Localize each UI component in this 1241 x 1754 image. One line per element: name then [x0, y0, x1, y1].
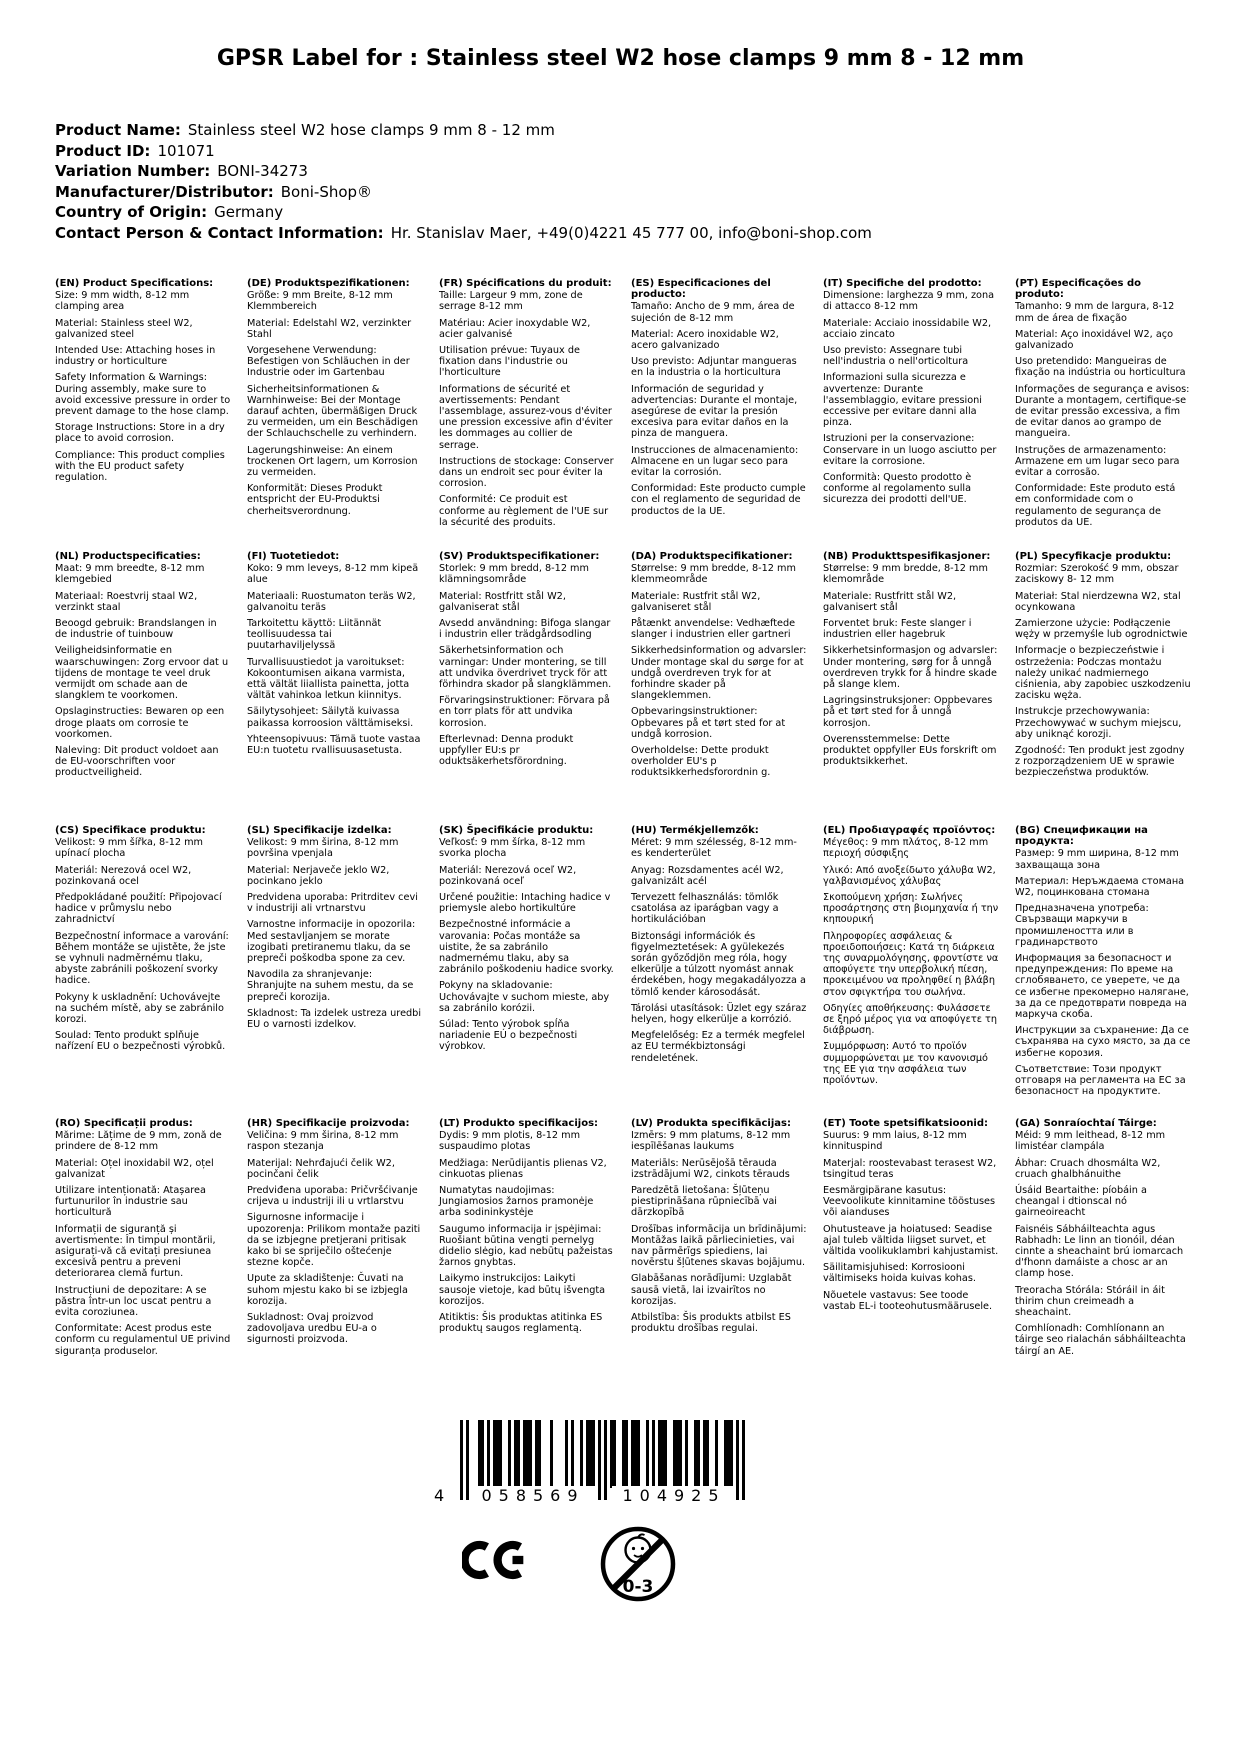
- spec-block-es: [631, 278, 807, 551]
- spec-paragraph: Material: Rostfritt stål W2, galvaniserat stål: [439, 590, 566, 613]
- spec-paragraph: Overholdelse: Dette produkt overholder EU's p roduktsikkerhedsforordnin g.: [631, 745, 771, 779]
- spec-paragraph: Informações de segurança e avisos: Durante a montagem, certifique-se de evitar pressão excessiva, a fim de evitar danos ao grampo de mangueira.: [1015, 383, 1190, 440]
- spec-paragraph: Méid: 9 mm leithead, 8-12 mm limistéar clampála: [1015, 1130, 1166, 1153]
- spec-paragraph: Naleving: Dit product voldoet aan de EU-voorschriften voor productveiligheid.: [55, 745, 219, 779]
- product-name-label: Product Name:: [55, 121, 181, 139]
- spec-paragraph: Material: Oțel inoxidabil W2, oțel galvanizat: [55, 1157, 214, 1180]
- spec-block-header: (RO) Specificații produs:: [55, 1118, 193, 1129]
- spec-paragraph: Overensstemmelse: Dette produktet oppfyller EUs forskrift om produktsikkerhet.: [823, 733, 997, 768]
- barcode-left-digits: 058569: [471, 1486, 595, 1505]
- age-warning-icon: [598, 1518, 678, 1610]
- spec-paragraph: Compliance: This product complies with the EU product safety regulation.: [55, 449, 225, 484]
- spec-paragraph: Veľkosť: 9 mm šírka, 8-12 mm svorka plocha: [439, 837, 586, 860]
- spec-paragraph: Medžiaga: Nerūdijantis plienas V2, cinkuotas plienas: [439, 1157, 607, 1180]
- spec-paragraph: Conformidad: Este producto cumple con el reglamento de seguridad de productos de la UE.: [631, 483, 806, 517]
- spec-paragraph: Suurus: 9 mm laius, 8-12 mm kinnituspind: [823, 1130, 967, 1153]
- spec-paragraph: Σκοπούμενη χρήση: Σωλήνες προσάρτησης στη βιομηχανία ή την κηπουρική: [823, 892, 999, 926]
- spec-block-fr: [439, 278, 615, 551]
- spec-paragraph: Conformitate: Acest produs este conform cu regulamentul UE privind siguranța produselor.: [55, 1323, 231, 1357]
- spec-paragraph: Beoogd gebruik: Brandslangen in de industrie of tuinbouw: [55, 618, 217, 641]
- spec-paragraph: Μέγεθος: 9 mm πλάτος, 8-12 mm περιοχή σύσφιξης: [823, 837, 989, 860]
- spec-paragraph: Größe: 9 mm Breite, 8-12 mm Klemmbereich: [247, 290, 393, 313]
- spec-paragraph: Predvidena uporaba: Pritrditev cevi v industriji ali vrtnarstvu: [247, 892, 418, 915]
- spec-paragraph: Istruzioni per la conservazione: Conservare in un luogo asciutto per evitare la corrosione.: [823, 433, 997, 467]
- spec-paragraph: Comhlíonadh: Comhlíonann an táirge seo rialachán sábháilteachta táirgí an AE.: [1015, 1323, 1186, 1357]
- spec-block-hu: [631, 825, 807, 1118]
- spec-paragraph: Konformität: Dieses Produkt entspricht der EU-Produktsi cherheitsverordnung.: [247, 483, 383, 517]
- spec-paragraph: Bezpečnostné informácie a varovania: Počas montáže sa uistite, že sa zabránilo nadmernému tlaku, aby sa zabránilo poškodeniu hadice svorky.: [439, 919, 614, 976]
- spec-paragraph: Laikymo instrukcijos: Laikyti sausoje vietoje, kad būtų išvengta korozijos.: [439, 1273, 606, 1307]
- spec-paragraph: Izmērs: 9 mm platums, 8-12 mm iespīlēšanas laukums: [631, 1130, 791, 1153]
- spec-paragraph: Informazioni sulla sicurezza e avvertenze: Durante l'assemblaggio, evitare pressioni eccessive per evitare danni alla pinza.: [823, 372, 982, 429]
- product-id-row: [55, 141, 872, 162]
- spec-paragraph: Materiale: Rustfritt stål W2, galvanisert stål: [823, 590, 957, 613]
- spec-paragraph: Storage Instructions: Store in a dry place to avoid corrosion.: [55, 422, 225, 445]
- spec-paragraph: Instrucciones de almacenamiento: Almacene en un lugar seco para evitar la corrosión.: [631, 444, 799, 479]
- spec-paragraph: Conformité: Ce produit est conforme au règlement de l'UE sur la sécurité des produits.: [439, 494, 609, 528]
- spec-paragraph: Uso previsto: Assegnare tubi nell'industria o nell'orticoltura: [823, 345, 969, 368]
- spec-block-header: (LV) Produkta specifikācijas:: [631, 1118, 791, 1129]
- spec-block-header: (BG) Спецификации на продукта:: [1015, 825, 1148, 848]
- spec-paragraph: Koko: 9 mm leveys, 8-12 mm kipeä alue: [247, 563, 419, 586]
- spec-paragraph: Glabāšanas norādījumi: Uzglabāt sausā vietā, lai izvairītos no korozijas.: [631, 1273, 792, 1307]
- spec-paragraph: Maat: 9 mm breedte, 8-12 mm klemgebied: [55, 563, 205, 586]
- spec-paragraph: Instruções de armazenamento: Armazene em um lugar seco para evitar a corrosão.: [1015, 444, 1180, 479]
- product-id-value: 101071: [157, 141, 215, 160]
- spec-paragraph: Säilytysohjeet: Säilytä kuivassa paikassa korroosion välttämiseksi.: [247, 706, 414, 729]
- spec-block-en: [55, 278, 231, 551]
- spec-block-header: (SK) Špecifikácie produktu:: [439, 825, 594, 836]
- product-info: [55, 120, 872, 243]
- spec-paragraph: Sigurnosne informacije i upozorenja: Prilikom montaže paziti da se izbjegne pretjerani pritisak kako bi se spriječilo oštećenje stezne kopče.: [247, 1212, 421, 1269]
- spec-block-cs: [55, 825, 231, 1118]
- spec-paragraph: Säilitamisjuhised: Korrosiooni vältimiseks hoida kuivas kohas.: [823, 1262, 976, 1285]
- spec-paragraph: Drošības informācija un brīdinājumi: Montāžas laikā pārliecinieties, vai nav pārmērīgs spiediens, lai novērstu šļūtenes skavas bojājumu.: [631, 1223, 807, 1269]
- spec-paragraph: Materiál: Nerezová ocel W2, pozinkovaná ocel: [55, 864, 192, 887]
- spec-paragraph: Materiał: Stal nierdzewna W2, stal ocynkowana: [1015, 590, 1181, 613]
- spec-paragraph: Treoracha Stórála: Stóráil in áit thirim chun creimeadh a sheachaint.: [1015, 1284, 1165, 1319]
- spec-paragraph: Instrucțiuni de depozitare: A se păstra într-un loc uscat pentru a evita coroziunea.: [55, 1284, 212, 1319]
- spec-block-header: (EL) Προδιαγραφές προϊόντος:: [823, 825, 996, 836]
- spec-block-nl: [55, 551, 231, 825]
- spec-grid: [55, 278, 1191, 1362]
- spec-paragraph: Súlad: Tento výrobok spĺňa nariadenie EÚ o bezpečnosti výrobkov.: [439, 1019, 578, 1053]
- spec-paragraph: Tervezett felhasználás: tömlők csatolása az iparágban vagy a hortikulációban: [631, 892, 779, 926]
- spec-paragraph: Méret: 9 mm szélesség, 8-12 mm-es kenderterület: [631, 837, 797, 860]
- spec-paragraph: Sukladnost: Ovaj proizvod zadovoljava uredbu EU-a o sigurnosti proizvoda.: [247, 1312, 377, 1346]
- spec-block-pl: [1015, 551, 1191, 825]
- spec-paragraph: Υλικό: Από ανοξείδωτο χάλυβα W2, γαλβανισμένος χάλυβας: [823, 864, 996, 887]
- spec-paragraph: Opslaginstructies: Bewaren op een droge plaats om corrosie te voorkomen.: [55, 706, 225, 740]
- manufacturer-label: Manufacturer/Distributor:: [55, 182, 274, 201]
- spec-paragraph: Safety Information & Warnings: During assembly, make sure to avoid excessive pressure in order to prevent damage to the hose clamp.: [55, 372, 231, 418]
- spec-block-header: (LT) Produkto specifikacijos:: [439, 1118, 599, 1129]
- spec-paragraph: Informacje o bezpieczeństwie i ostrzeżenia: Podczas montażu należy unikać nadmiernego ciśnienia, aby zapobiec uszkodzeniu zacisku węża.: [1015, 645, 1191, 702]
- ean13-barcode: [434, 1420, 745, 1520]
- product-name-value: Stainless steel W2 hose clamps 9 mm 8 - 12 mm: [187, 121, 555, 139]
- spec-paragraph: Forventet bruk: Feste slanger i industrien eller hagebruk: [823, 618, 972, 641]
- spec-paragraph: Säkerhetsinformation och varningar: Under montering, se till att undvika överdrivet tryck för att förhindra skador på slangklämmen.: [439, 645, 612, 691]
- spec-paragraph: Úsáid Beartaithe: píobáin a cheangal i dtionscal nó gairneoireacht: [1015, 1185, 1147, 1219]
- spec-block-header: (PT) Especificações do produto:: [1015, 278, 1141, 301]
- spec-block-header: (FR) Spécifications du produit:: [439, 278, 612, 289]
- spec-paragraph: Conformidade: Este produto está em conformidade com o regulamento de segurança de produtos da UE.: [1015, 483, 1176, 528]
- spec-paragraph: Megfelelőség: Ez a termék megfelel az EU termékbiztonsági rendeletének.: [631, 1030, 805, 1064]
- spec-block-hr: [247, 1118, 423, 1362]
- spec-block-header: (FI) Tuotetiedot:: [247, 551, 340, 562]
- spec-paragraph: Sicherheitsinformationen & Warnhinweise: Bei der Montage darauf achten, übermäßigen Druck zu vermeiden, um ein Beschädigen der Schlauchschelle zu verhindern.: [247, 383, 418, 440]
- spec-paragraph: Vorgesehene Verwendung: Befestigen von Schläuchen in der Industrie oder im Gartenbau: [247, 345, 410, 379]
- spec-paragraph: Størrelse: 9 mm bredde, 8-12 mm klemområde: [823, 563, 988, 586]
- spec-block-header: (CS) Specifikace produktu:: [55, 825, 206, 836]
- spec-paragraph: Veiligheidsinformatie en waarschuwingen: Zorg ervoor dat u tijdens de montage te veel druk vermijdt om schade aan de slangklem te voorkomen.: [55, 645, 229, 702]
- spec-paragraph: Sikkerhetsinformasjon og advarsler: Under montering, sørg for å unngå overdreven trykk for å hindre skade på slange klem.: [823, 645, 998, 691]
- spec-paragraph: Anyag: Rozsdamentes acél W2, galvanizált acél: [631, 864, 784, 887]
- spec-paragraph: Předpokládané použití: Připojovací hadice v průmyslu nebo zahradnictví: [55, 892, 222, 926]
- spec-paragraph: Πληροφορίες ασφάλειας & προειδοποιήσεις: Κατά τη διάρκεια της συναρμολόγησης, φροντίστε να αποφύγετε την υπερβολική πίεση, προκειμένου να προληφθεί η βλάβη στον σφιγκτήρα του σωλήνα.: [823, 930, 999, 998]
- spec-paragraph: Размер: 9 mm ширина, 8-12 mm захващаща зона: [1015, 848, 1179, 871]
- product-name-row: [55, 120, 872, 141]
- spec-paragraph: Material: Nerjaveče jeklo W2, pocinkano jeklo: [247, 864, 390, 887]
- spec-paragraph: Инструкции за съхранение: Да се съхранява на сухо място, за да се избегне корозия.: [1015, 1025, 1191, 1059]
- spec-block-header: (NL) Productspecificaties:: [55, 551, 201, 562]
- spec-paragraph: Materiale: Rustfrit stål W2, galvaniseret stål: [631, 590, 761, 613]
- manufacturer-row: [55, 182, 872, 203]
- spec-paragraph: Saugumo informacija ir įspėjimai: Ruošiant būtina vengti pernelyg didelio slėgio, kad nebūtų pažeistas žarnos gnybtas.: [439, 1223, 613, 1269]
- spec-paragraph: Información de seguridad y advertencias: Durante el montaje, asegúrese de evitar la presión excesiva para evitar daños en la pinza de manguera.: [631, 383, 798, 440]
- spec-block-header: (HU) Termékjellemzők:: [631, 825, 759, 836]
- spec-paragraph: Tárolási utasítások: Üzlet egy száraz helyen, hogy elkerülje a korrózió.: [631, 1002, 807, 1026]
- spec-paragraph: Avsedd användning: Bifoga slangar i industrin eller trädgårdsodling: [439, 618, 611, 641]
- ce-mark-icon: [462, 1528, 532, 1592]
- spec-paragraph: Conformità: Questo prodotto è conforme al regolamento sulla sicurezza dei prodotti dell'UE.: [823, 472, 972, 506]
- spec-paragraph: Yhteensopivuus: Tämä tuote vastaa EU:n tuotetu rvallisuusasetusta.: [247, 733, 421, 757]
- spec-paragraph: Materiale: Acciaio inossidabile W2, acciaio zincato: [823, 317, 992, 340]
- manufacturer-value: Boni-Shop®: [280, 182, 373, 201]
- spec-paragraph: Lagringsinstruksjoner: Oppbevares på et tørt sted for å unngå korrosjon.: [823, 695, 993, 729]
- spec-paragraph: Materiál: Nerezová oceľ W2, pozinkovaná oceľ: [439, 864, 577, 887]
- spec-paragraph: Bezpečnostní informace a varování: Během montáže se ujistěte, že jste se vyhnuli nadměrnému tlaku, abyste zabránili poškození svorky hadice.: [55, 930, 229, 987]
- spec-paragraph: Utilisation prévue: Tuyaux de fixation dans l'industrie ou l'horticulture: [439, 345, 580, 379]
- country-of-origin-row: [55, 202, 872, 223]
- spec-paragraph: Pokyny na skladovanie: Uchovávajte v suchom mieste, aby sa zabránilo korózii.: [439, 980, 610, 1014]
- spec-block-sl: [247, 825, 423, 1118]
- spec-block-header: (IT) Specifiche del prodotto:: [823, 278, 982, 289]
- spec-paragraph: Turvallisuustiedot ja varoitukset: Kokoontumisen aikana varmista, että vältät liiallista painetta, jotta vältät vahinkoa letkun kiinnitys.: [247, 656, 410, 702]
- spec-paragraph: Pokyny k uskladnění: Uchovávejte na suchém místě, aby se zabránilo korozi.: [55, 991, 224, 1026]
- spec-paragraph: Materiaali: Ruostumaton teräs W2, galvanoitu teräs: [247, 590, 416, 613]
- spec-paragraph: Съответствие: Този продукт отговаря на регламента на ЕС за безопасност на продуктите.: [1015, 1063, 1186, 1098]
- spec-paragraph: Material: Edelstahl W2, verzinkter Stahl: [247, 317, 412, 340]
- spec-paragraph: Storlek: 9 mm bredd, 8-12 mm klämningsområde: [439, 563, 589, 586]
- spec-block-header: (NB) Produkttspesifikasjoner:: [823, 551, 991, 562]
- page-title: GPSR Label for : Stainless steel W2 hose clamps 9 mm 8 - 12 mm: [216, 46, 1025, 71]
- spec-paragraph: Dydis: 9 mm plotis, 8-12 mm suspaudimo plotas: [439, 1130, 581, 1153]
- spec-paragraph: Информация за безопасност и предупреждения: По време на сглобяването, се уверете, че да се избегне прекомерно налягане, за да се предотврати повреда на маркуча скоба.: [1015, 953, 1189, 1021]
- spec-block-header: (SL) Specifikacije izdelka:: [247, 825, 392, 836]
- country-of-origin-label: Country of Origin:: [55, 203, 208, 221]
- spec-paragraph: Sikkerhedsinformation og advarsler: Under montage skal du sørge for at undgå overdreven tryk for at forhindre skader på slangeklemmen.: [631, 645, 807, 702]
- spec-paragraph: Uso previsto: Adjuntar mangueras en la industria o la horticultura: [631, 356, 797, 379]
- contact-label: Contact Person & Contact Information:: [55, 223, 384, 242]
- spec-paragraph: Material: Acero inoxidable W2, acero galvanizado: [631, 328, 779, 352]
- spec-paragraph: Zgodność: Ten produkt jest zgodny z rozporządzeniem UE w sprawie bezpieczeństwa produktów.: [1015, 745, 1185, 779]
- spec-paragraph: Tamaño: Ancho de 9 mm, área de sujeción de 8-12 mm: [631, 301, 795, 324]
- spec-paragraph: Ohutusteave ja hoiatused: Seadise ajal tuleb vältida liigset survet, et vältida voolikuklambri kahjustamist.: [823, 1223, 999, 1258]
- spec-paragraph: Navodila za shranjevanje: Shranjujte na suhem mestu, da se prepreči korozija.: [247, 969, 414, 1003]
- spec-block-header: (ET) Toote spetsifikatsioonid:: [823, 1118, 989, 1129]
- spec-paragraph: Atitiktis: Šis produktas atitinka ES produktų saugos reglamentą.: [439, 1312, 603, 1335]
- spec-block-header: (PL) Specyfikacje produktu:: [1015, 551, 1172, 562]
- variation-number-row: [55, 161, 872, 182]
- spec-block-header: (DE) Produktspezifikationen:: [247, 278, 410, 289]
- spec-block-bg: [1015, 825, 1191, 1118]
- spec-block-header: (HR) Specifikacije proizvoda:: [247, 1118, 410, 1129]
- spec-paragraph: Materijal: Nehrđajući čelik W2, pocinčani čelik: [247, 1157, 395, 1180]
- spec-block-sk: [439, 825, 615, 1118]
- spec-paragraph: Veličina: 9 mm širina, 8-12 mm raspon stezanja: [247, 1130, 399, 1153]
- spec-paragraph: Určené použitie: Intaching hadice v priemysle alebo hortikultúre: [439, 892, 611, 915]
- spec-block-da: [631, 551, 807, 825]
- spec-paragraph: Material: Aço inoxidável W2, aço galvanizado: [1015, 328, 1174, 352]
- spec-paragraph: Faisnéis Sábháilteachta agus Rabhadh: Le linn an tionóil, déan cinnte a sheachaint brú iomarcach d'fhonn damáiste a chosc ar an clamp hose.: [1015, 1223, 1184, 1280]
- spec-paragraph: Størrelse: 9 mm bredde, 8-12 mm klemmeområde: [631, 563, 796, 586]
- spec-paragraph: Instructions de stockage: Conserver dans un endroit sec pour éviter la corrosion.: [439, 455, 614, 490]
- spec-paragraph: Påtænkt anvendelse: Vedhæftede slanger i industrien eller gartneri: [631, 618, 796, 641]
- spec-paragraph: Soulad: Tento produkt splňuje nařízení EU o bezpečnosti výrobků.: [55, 1030, 226, 1053]
- spec-paragraph: Eesmärgipärane kasutus: Veevoolikute kinnitamine tööstuses või aianduses: [823, 1185, 996, 1219]
- spec-paragraph: Zamierzone użycie: Podłączenie węży w przemyśle lub ogrodnictwie: [1015, 618, 1188, 641]
- barcode-right-digits: 104925: [612, 1486, 736, 1505]
- spec-block-ga: [1015, 1118, 1191, 1362]
- spec-paragraph: Upute za skladištenje: Čuvati na suhom mjestu kako bi se izbjegla korozija.: [247, 1273, 408, 1307]
- spec-paragraph: Biztonsági információk és figyelmeztetések: A gyülekezés során győződjön meg róla, hogy elkerülje a túlzott nyomást annak érdekében, hogy megakadályozza a tömlő kender károsodását.: [631, 930, 806, 998]
- country-of-origin-value: Germany: [214, 203, 284, 221]
- spec-paragraph: Size: 9 mm width, 8-12 mm clamping area: [55, 290, 190, 313]
- spec-paragraph: Tamanho: 9 mm de largura, 8-12 mm de área de fixação: [1015, 301, 1175, 324]
- spec-paragraph: Informations de sécurité et avertissements: Pendant l'assemblage, assurez-vous d'éviter une pression excessive afin d'éviter les dommages au collier de serrage.: [439, 383, 613, 451]
- spec-paragraph: Lagerungshinweise: An einem trockenen Ort lagern, um Korrosion zu vermeiden.: [247, 444, 418, 479]
- spec-block-header: (GA) Sonraíochtaí Táirge:: [1015, 1118, 1157, 1129]
- spec-paragraph: Intended Use: Attaching hoses in industry or horticulture: [55, 345, 216, 368]
- spec-paragraph: Uso pretendido: Mangueiras de fixação na indústria ou horticultura: [1015, 356, 1186, 379]
- spec-paragraph: Οδηγίες αποθήκευσης: Φυλάσσετε σε ξηρό μέρος για να αποφύγετε τη διάβρωση.: [823, 1002, 997, 1037]
- spec-paragraph: Skladnost: Ta izdelek ustreza uredbi EU o varnosti izdelkov.: [247, 1007, 422, 1031]
- spec-block-header: (ES) Especificaciones del producto:: [631, 278, 771, 301]
- spec-paragraph: Dimensione: larghezza 9 mm, zona di attacco 8-12 mm: [823, 290, 995, 313]
- spec-paragraph: Velikost: 9 mm šířka, 8-12 mm upínací plocha: [55, 837, 203, 860]
- spec-paragraph: Material: Stainless steel W2, galvanized steel: [55, 317, 193, 340]
- spec-block-el: [823, 825, 999, 1118]
- spec-block-fi: [247, 551, 423, 825]
- variation-number-value: BONI-34273: [217, 162, 308, 180]
- spec-paragraph: Materjal: roostevabast terasest W2, tsingitud teras: [823, 1157, 997, 1180]
- spec-paragraph: Informații de siguranță și avertismente: În timpul montării, asigurați-vă că evitați presiunea excesivă pentru a preveni deteriorarea clemă furtun.: [55, 1223, 216, 1280]
- spec-paragraph: Materiaal: Roestvrij staal W2, verzinkt staal: [55, 590, 198, 613]
- barcode-lead-digit: 4: [434, 1486, 445, 1505]
- spec-paragraph: Mărime: Lățime de 9 mm, zonă de prindere de 8-12 mm: [55, 1130, 222, 1153]
- spec-paragraph: Rozmiar: Szerokość 9 mm, obszar zaciskowy 8- 12 mm: [1015, 563, 1179, 586]
- spec-paragraph: Συμμόρφωση: Αυτό το προϊόν συμμορφώνεται με τον κανονισμό της ΕΕ για την ασφάλεια των προϊόντων.: [823, 1041, 988, 1087]
- spec-block-de: [247, 278, 423, 551]
- spec-block-pt: [1015, 278, 1191, 551]
- spec-paragraph: Instrukcje przechowywania: Przechowywać w suchym miejscu, aby uniknąć korozji.: [1015, 706, 1182, 740]
- contact-row: [55, 223, 872, 244]
- spec-paragraph: Numatytas naudojimas: Jungiamosios žarnos pramonėje arba sodininkystėje: [439, 1185, 594, 1219]
- spec-paragraph: Nõuetele vastavus: See toode vastab EL-i tooteohutusmäärusele.: [823, 1289, 993, 1312]
- variation-number-label: Variation Number:: [55, 162, 211, 180]
- spec-paragraph: Utilizare intenționată: Atașarea furtunurilor în industrie sau horticultură: [55, 1185, 206, 1219]
- spec-paragraph: Matériau: Acier inoxydable W2, acier galvanisé: [439, 317, 591, 340]
- spec-paragraph: Ábhar: Cruach dhosmálta W2, cruach ghalbhánuithe: [1015, 1157, 1161, 1180]
- spec-paragraph: Velikost: 9 mm širina, 8-12 mm površina vpenjala: [247, 837, 399, 860]
- spec-block-sv: [439, 551, 615, 825]
- spec-block-lv: [631, 1118, 807, 1362]
- product-id-label: Product ID:: [55, 141, 151, 160]
- spec-paragraph: Materiāls: Nerūsējošā tērauda izstrādājumi W2, cinkots tērauds: [631, 1157, 790, 1180]
- spec-block-it: [823, 278, 999, 551]
- spec-paragraph: Paredzētā lietošana: Šļūteņu piestiprināšana rūpniecībā vai dārzkopībā: [631, 1185, 777, 1219]
- contact-value: Hr. Stanislav Maer, +49(0)4221 45 777 00, info@boni-shop.com: [390, 223, 872, 242]
- spec-block-ro: [55, 1118, 231, 1362]
- spec-block-header: (EN) Product Specifications:: [55, 278, 214, 289]
- spec-paragraph: Förvaringsinstruktioner: Förvara på en torr plats för att undvika korrosion.: [439, 695, 610, 729]
- spec-block-et: [823, 1118, 999, 1362]
- spec-paragraph: Tarkoitettu käyttö: Liitännät teollisuudessa tai puutarhaviljelyssä: [247, 618, 382, 652]
- spec-block-header: (SV) Produktspecifikationer:: [439, 551, 600, 562]
- spec-block-header: (DA) Produktspecifikationer:: [631, 551, 793, 562]
- spec-paragraph: Efterlevnad: Denna produkt uppfyller EU:s pr oduktsäkerhetsförordning.: [439, 733, 574, 768]
- spec-paragraph: Материал: Неръждаема стомана W2, поцинкована стомана: [1015, 875, 1185, 899]
- spec-block-nb: [823, 551, 999, 825]
- spec-paragraph: Предназначена употреба: Свързващи маркучи в промишлеността или в градинарството: [1015, 903, 1149, 948]
- spec-paragraph: Opbevaringsinstruktioner: Opbevares på et tørt sted for at undgå korrosion.: [631, 706, 786, 740]
- age-warning-text: 0-3: [622, 1577, 654, 1597]
- spec-paragraph: Taille: Largeur 9 mm, zone de serrage 8-12 mm: [439, 290, 583, 313]
- spec-paragraph: Atbilstība: Šis produkts atbilst ES produktu drošības regulai.: [631, 1312, 791, 1335]
- spec-paragraph: Predviđena uporaba: Pričvršćivanje crijeva u industriji ili u vrtlarstvu: [247, 1185, 418, 1208]
- spec-block-lt: [439, 1118, 615, 1362]
- spec-paragraph: Varnostne informacije in opozorila: Med sestavljanjem se morate izogibati pretiranemu tlaku, da se prepreči poškodba spone za cev.: [247, 919, 416, 965]
